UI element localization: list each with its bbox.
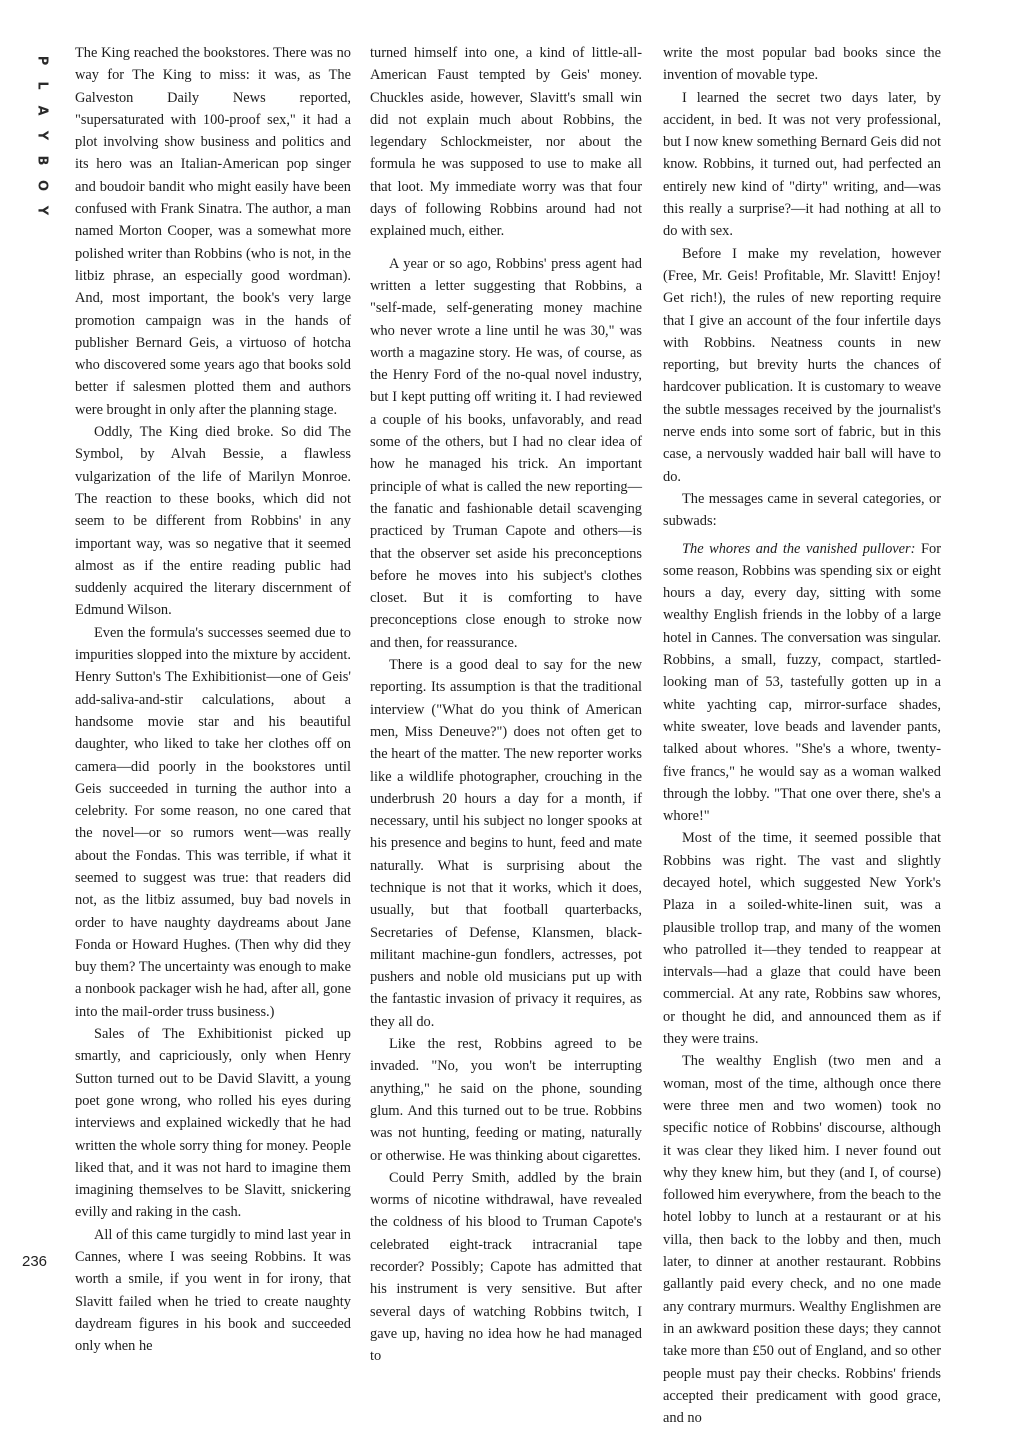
paragraph: The wealthy English (two men and a woman, most of the time, although once there were three men and two women) took no specific notice of Robbins' discourse, although it was clear they liked him. I never found out why they knew him, but they (and I, of course) followed him everywhere, from the beach to the hotel lobby to lunch at a restaurant or at his villa, then back to the lobby and then, much later, to dinner at another restaurant. Robbins gallantly paid every check, and no one made any contrary murmurs. Wealthy Englishmen are in an awkward position these days; they cannot take more than £50 out of England, and so other people must pay their checks. Robbins' friends accepted their predicament with good grace, and no — [663, 1053, 941, 1427]
article-column-1 — [75, 42, 351, 1358]
paragraph: All of this came turgidly to mind last year in Cannes, where I was seeing Robbins. It was worth a smile, if you went in for irony, that Slavitt failed when he tried to create naughty daydream figures in his book and succeeded only when he — [75, 1226, 351, 1355]
subsection-text: For some reason, Robbins was spending six or eight hours a day, every day, sitting with some wealthy English friends in the lobby of a large hotel in Cannes. The conversation was singular. Robbins, a small, fuzzy, compact, startled-looking man of 53, tastefully gotten up in a white yachting cap, mirror-surface shades, white sweater, love beads and lavender pants, talked about whores. "She's a whore, twenty-five francs," he would say as a woman walked through the lobby. "That one over there, she's a whore!" — [663, 540, 942, 825]
paragraph: write the most popular bad books since the invention of movable type. — [663, 45, 941, 84]
magazine-letter: L — [34, 81, 50, 90]
paragraph: I learned the secret two days later, by accident, in bed. It was not very professional, but I now knew something Bernard Geis did not know. Robbins, it turned out, had perfected an entirely new kind of "dirty" writing, and—was this really a surprise?—it had nothing at all to do with sex. — [663, 89, 941, 240]
paragraph: Before I make my revelation, however (Free, Mr. Geis! Profitable, Mr. Slavitt! Enjoy! Get rich!), the rules of new reporting require that I give an account of the four infertile days with Robbins. Neatness counts in new reporting, but brevity hurts the chances of hardcover publication. It is customary to weave the subtle messages received by the journalist's nerve ends into some sort of fabric, but in this case, a nervously wadded hair ball will have to do. — [663, 245, 941, 485]
paragraph: Most of the time, it seemed possible that Robbins was right. The vast and slightly decayed hotel, which suggested New York's Plaza in a soiled-white-linen suit, was a plausible trollop trap, and many of the women who patrolled it—they tended to reappear at intervals—had a glaze that could have been commercial. At any rate, Robbins saw whores, or thought he did, and announced them as if they were trains. — [663, 830, 941, 1048]
magazine-letter: B — [34, 155, 50, 166]
article-column-3 — [663, 42, 941, 1429]
subsection-paragraph — [663, 538, 941, 828]
subsection-heading: The whores and the vanished pullover: — [682, 540, 916, 557]
page-number: 236 — [22, 1253, 48, 1270]
magazine-letter: O — [34, 179, 50, 192]
magazine-letter: A — [34, 105, 50, 116]
magazine-letter: P — [34, 55, 50, 66]
paragraph: The King reached the bookstores. There was no way for The King to miss: it was, as The Galveston Daily News reported, "supersaturated with 100-proof sex," it had a plot involving show business and politics and its hero was an Italian-American pop singer and boudoir bandit who might easily have been confused with Frank Sinatra. The author, a man named Morton Cooper, was a somewhat more polished writer than Robbins (who is not, in the litbiz phrase, an especially good wordman). And, most important, the book's very large promotion campaign was in the hands of publisher Bernard Geis, a virtuoso of hotcha who discovered some years ago that books sold better if salesmen plotted them and authors were brought in only after the planning stage. — [75, 45, 351, 418]
paragraph: Oddly, The King died broke. So did The Symbol, by Alvah Bessie, a flawless vulgarization of the life of Marilyn Monroe. The reaction to these books, which did not seem to be different from Robbins' in any important way, was so negative that it seemed almost as if the entire reading public had suddenly acquired the literary discernment of Edmund Wilson. — [75, 424, 351, 619]
paragraph: Sales of The Exhibitionist picked up smartly, and capriciously, only when Henry Sutton turned out to be David Slavitt, a young poet gone wrong, who rolled his eyes during interviews and explained wickedly that he had written the whole sorry thing for money. People liked that, and it was not hard to imagine them imagining themselves to be Slavitt, snickering evilly and raking in the cash. — [75, 1026, 351, 1221]
magazine-name-vertical — [32, 48, 52, 223]
paragraph: Like the rest, Robbins agreed to be invaded. "No, you won't be interrupting anything," he said on the phone, sounding glum. And this turned out to be true. Robbins was not hunting, feeding or mating, naturally or otherwise. He was thinking about cigarettes. — [370, 1036, 642, 1164]
paragraph: turned himself into one, a kind of little-all-American Faust tempted by Geis' money. Chuckles aside, however, Slavitt's small win did not explain much about Robbins, the legendary Schlockmeister, nor about the formula he was supposed to use to make all that loot. My immediate worry was that four days of following Robbins around had not explained much, either. — [370, 45, 642, 240]
paragraph: There is a good deal to say for the new reporting. Its assumption is that the traditional interview ("What do you think of American men, Miss Deneuve?") does not often get to the heart of the matter. The new reporter works like a wildlife photographer, crouching in the underbrush 20 hours a day for a month, if necessary, until his subject no longer spooks at his presence and begins to hunt, feed and mate naturally. What is surprising about the technique is not that it works, which it does, usually, but that football quarterbacks, Secretaries of Defense, Klansmen, black-militant machine-gun fondlers, actresses, pot pushers and noble old musicians put up with the fantastic invasion of privacy it requires, as they all do. — [370, 657, 642, 1030]
paragraph: Could Perry Smith, addled by the brain worms of nicotine withdrawal, have revealed the coldness of his blood to Truman Capote's celebrated eight-track intracranial tape recorder? Possibly; Capote has admitted that his instrument is very sensitive. But after several days of watching Robbins twitch, I gave up, having no idea how he had managed to — [370, 1169, 642, 1365]
magazine-letter: Y — [34, 205, 50, 216]
paragraph: A year or so ago, Robbins' press agent had written a letter suggesting that Robbins, a "self-made, self-generating money machine who never wrote a line until he was 30," was worth a magazine story. He was, of course, as the Henry Ford of the no-qual novel industry, but I kept putting off writing it. I had reviewed a couple of his books, unfavorably, and read some of the others, but I had no clear idea of how he managed his trick. An important principle of what is called the new reporting—the fanatic and fashionable detail scavenging practiced by Truman Capote and others—is that the observer set aside his preconceptions before he moves into his subject's clothes closet. But it is comforting to have preconceptions close enough to stroke now and then, for reassurance. — [370, 255, 642, 651]
paragraph: The messages came in several categories, or subwads: — [663, 490, 941, 530]
magazine-letter: Y — [34, 130, 50, 141]
paragraph: Even the formula's successes seemed due to impurities slopped into the mixture by accident. Henry Sutton's The Exhibitionist—one of Geis' add-saliva-and-stir calculations, about a handsome movie star and his beautiful daughter, who liked to take her clothes off on camera—did poorly in the bookstores until Geis succeeded in turning the author into a celebrity. For some reason, no one cared that the novel—or so rumors went—was really about the Fondas. This was terrible, if what it seemed to suggest was true: that readers did not, as the litbiz assumed, buy bad novels in order to have naughty daydreams about Jane Fonda or Howard Hughes. (Then why did they buy them? The uncertainty was enough to make a nonbook packager wish he had, after all, gone into the mail-order truss business.) — [75, 624, 351, 1020]
article-column-2 — [370, 42, 642, 1368]
